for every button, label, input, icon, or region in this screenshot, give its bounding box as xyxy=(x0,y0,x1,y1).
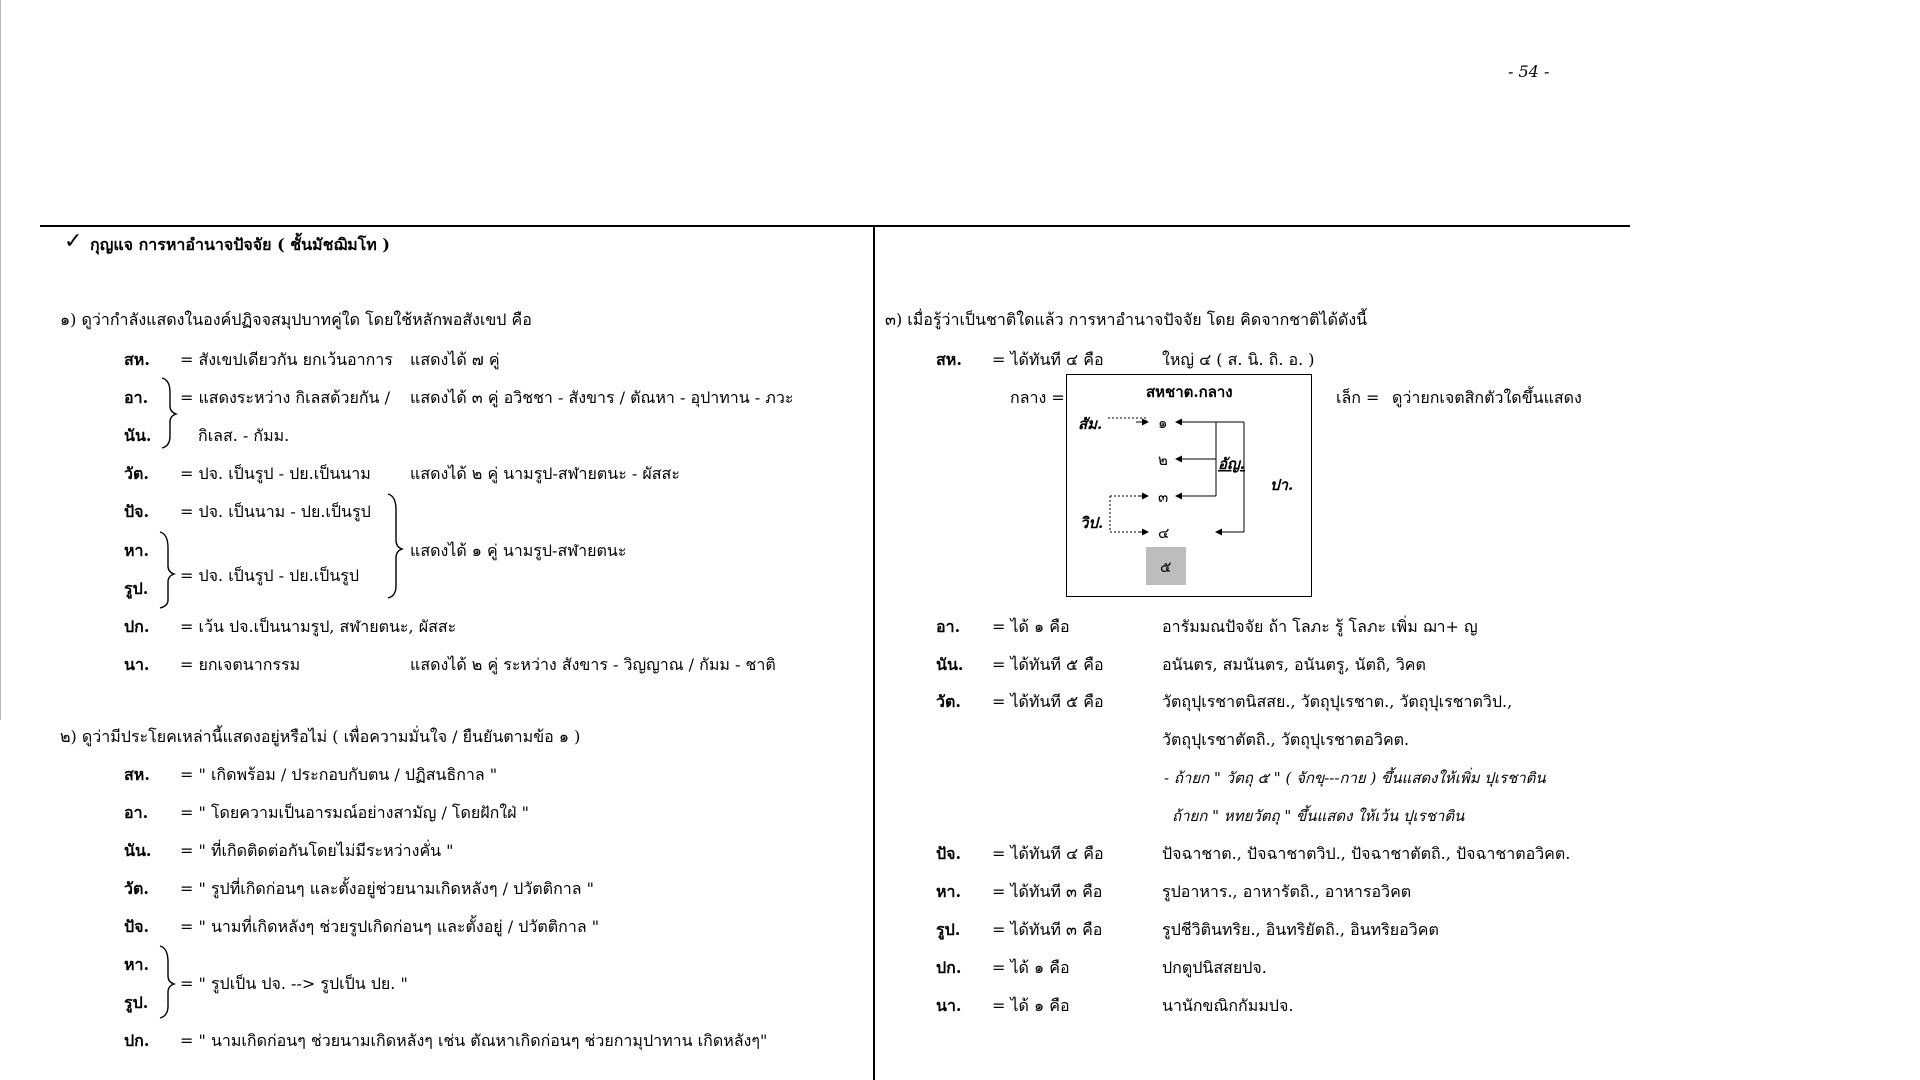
s2-desc-pak: = " นามเกิดก่อนๆ ช่วยนามเกิดหลังๆ เช่น ตัณหาเกิดก่อนๆ ช่วยกามุปาทาน เกิดหลังๆ" xyxy=(180,1031,768,1050)
r-eq-pak: = ได้ ๑ คือ xyxy=(992,958,1070,977)
check-mark-icon: ✓ xyxy=(64,229,83,254)
s2-label-pak: ปก. xyxy=(124,1031,150,1050)
s1-desc-pak: = เว้น ปจ.เป็นนามรูป, สฬายตนะ, ผัสสะ xyxy=(180,617,457,636)
s2-desc-pach: = " นามที่เกิดหลังๆ ช่วยรูปเกิดก่อนๆ และตั้งอยู่ / ปวัตติกาล " xyxy=(180,917,600,936)
s2-label-wat: วัต. xyxy=(124,879,149,898)
r-eq-nan: = ได้ทันที ๕ คือ xyxy=(992,655,1104,674)
s2-desc-wat: = " รูปที่เกิดก่อนๆ และตั้งอยู่ช่วยนามเกิดหลังๆ / ปวัตติกาล " xyxy=(180,879,594,898)
brace-a-nan xyxy=(162,378,176,448)
r-label-ha: หา. xyxy=(936,882,962,901)
s1-label-pach: ปัจ. xyxy=(124,502,150,521)
s1-label-ha: หา. xyxy=(124,541,150,560)
r-note-1: - ถ้ายก " วัตถุ ๕ " ( จักขุ---กาย ) ขึ้นแสดงให้เพิ่ม ปุเรชาติน xyxy=(1164,769,1546,787)
diagram-n2: ๒ xyxy=(1158,451,1168,469)
s1-desc-rup: = ปจ. เป็นรูป - ปย.เป็นรูป xyxy=(180,566,360,585)
s2-desc-a: = " โดยความเป็นอารมณ์อย่างสามัญ / โดยฝักใฝ่ " xyxy=(180,803,529,822)
s1-label-pak: ปก. xyxy=(124,617,150,636)
r-val-a: อารัมมณปัจจัย ถ้า โลภะ รู้ โลภะ เพิ่ม ฌา+ ญ xyxy=(1162,617,1478,636)
s1-label-nan: นัน. xyxy=(124,426,152,445)
s1-desc-na: = ยกเจตนากรรม xyxy=(180,655,301,674)
s2-label-sah: สห. xyxy=(124,765,150,784)
r-eq-rup: = ได้ทันที ๓ คือ xyxy=(992,920,1103,939)
r-val-wat-cont: วัตถุปุเรชาตัตถิ., วัตถุปุเรชาตอวิคต. xyxy=(1162,730,1410,749)
diagram-an: อัญ. xyxy=(1218,455,1246,473)
diagram-n5: ๕ xyxy=(1160,558,1172,576)
r-val-nan: อนันตร, สมนันตร, อนันตรู, นัตถิ, วิคต xyxy=(1162,655,1426,674)
brace-s2-ha-rup xyxy=(160,946,174,1018)
r-val-pach: ปัจฉาชาต., ปัจฉาชาตวิป., ปัจฉาชาตัตถิ., ปัจฉาชาตอวิคต. xyxy=(1162,844,1571,863)
section-1-heading: ๑) ดูว่ากำลังแสดงในองค์ปฏิจจสมุปบาทคู่ใด โดยใช้หลักพอสังเขป คือ xyxy=(60,310,532,329)
r-val-ha: รูปอาหาร., อาหารัตถิ., อาหารอวิคต xyxy=(1162,882,1412,901)
s1-desc-a: = แสดงระหว่าง กิเลสด้วยกัน / xyxy=(180,388,390,407)
s1-result-a: แสดงได้ ๓ คู่ อวิชชา - สังขาร / ตัณหา - อุปาทาน - ภวะ xyxy=(410,388,794,407)
s1-label-a: อา. xyxy=(124,388,149,407)
r-label-sah: สห. xyxy=(936,350,962,369)
r-label-pach: ปัจ. xyxy=(936,844,962,863)
r-eq-ha: = ได้ทันที ๓ คือ xyxy=(992,882,1103,901)
diagram-n4: ๔ xyxy=(1158,524,1170,542)
brace-ha-rup-left xyxy=(160,532,174,608)
r-eq-na: = ได้ ๑ คือ xyxy=(992,996,1070,1015)
s2-label-ha: หา. xyxy=(124,955,150,974)
s1-desc-nan: กิเลส. - กัมม. xyxy=(198,426,290,445)
diagram-pa: ปา. xyxy=(1270,476,1294,494)
s2-desc-sah: = " เกิดพร้อม / ประกอบกับตน / ปฏิสนธิกาล " xyxy=(180,765,498,784)
diagram-sam: สัม. xyxy=(1078,415,1103,433)
r-eq-a: = ได้ ๑ คือ xyxy=(992,617,1070,636)
lek-value: ดูว่ายกเจตสิกตัวใดขึ้นแสดง xyxy=(1392,388,1582,407)
s2-label-nan: นัน. xyxy=(124,841,152,860)
r-val-pak: ปกตูปนิสสยปจ. xyxy=(1162,958,1267,977)
brace-pach-group-right xyxy=(388,494,402,598)
section-3-heading: ๓) เมื่อรู้ว่าเป็นชาติใดแล้ว การหาอำนาจปัจจัย โดย คิดจากชาติได้ดังนี้ xyxy=(885,310,1368,329)
s1-label-wat: วัต. xyxy=(124,464,149,483)
lek-label: เล็ก = xyxy=(1336,388,1380,407)
r-label-a: อา. xyxy=(936,617,961,636)
r-val-sah: ใหญ่ ๔ ( ส. นิ. ถิ. อ. ) xyxy=(1162,350,1315,369)
s1-result-na: แสดงได้ ๒ คู่ ระหว่าง สังขาร - วิญญาณ / กัมม - ชาติ xyxy=(410,655,776,674)
diagram-wip: วิป. xyxy=(1080,514,1104,532)
r-val-rup: รูปชีวิตินทริย., อินทริยัตถิ., อินทริยอวิคต xyxy=(1162,920,1439,939)
diagram-title: สหชาต.กลาง xyxy=(1146,383,1233,401)
page-number: - 54 - xyxy=(1508,62,1550,81)
r-val-wat: วัตถุปุเรชาตนิสสย., วัตถุปุเรชาต., วัตถุปุเรชาตวิป., xyxy=(1162,692,1513,711)
r-eq-sah: = ได้ทันที ๔ คือ xyxy=(992,350,1104,369)
sahajata-diagram xyxy=(1066,374,1316,602)
r-label-wat: วัต. xyxy=(936,692,961,711)
r-val-na: นานักขณิกกัมมปจ. xyxy=(1162,996,1294,1015)
r-eq-wat: = ได้ทันที ๕ คือ xyxy=(992,692,1104,711)
section-2-heading: ๒) ดูว่ามีประโยคเหล่านี้แสดงอยู่หรือไม่ ( เพื่อความมั่นใจ / ยืนยันตามข้อ ๑ ) xyxy=(60,727,581,746)
r-note-2: ถ้ายก " หทยวัตถุ " ขึ้นแสดง ให้เว้น ปุเรชาติน xyxy=(1172,807,1465,825)
diagram-n1: ๑ xyxy=(1158,414,1168,432)
s1-desc-sah: = สังเขปเดียวกัน ยกเว้นอาการ xyxy=(180,350,393,369)
s2-label-pach: ปัจ. xyxy=(124,917,150,936)
r-label-pak: ปก. xyxy=(936,958,962,977)
s2-desc-ha-rup: = " รูปเป็น ปจ. --> รูปเป็น ปย. " xyxy=(180,974,408,993)
klang-label: กลาง = xyxy=(1010,388,1065,407)
r-label-na: นา. xyxy=(936,996,962,1015)
r-label-rup: รูป. xyxy=(936,920,961,939)
s1-label-rup: รูป. xyxy=(124,579,149,598)
s2-desc-nan: = " ที่เกิดติดต่อกันโดยไม่มีระหว่างคั่น " xyxy=(180,841,454,860)
diagram-n3: ๓ xyxy=(1158,488,1169,506)
s2-label-rup: รูป. xyxy=(124,993,149,1012)
s1-result-pach-group: แสดงได้ ๑ คู่ นามรูป-สฬายตนะ xyxy=(410,541,627,560)
s1-label-na: นา. xyxy=(124,655,150,674)
s1-desc-wat: = ปจ. เป็นรูป - ปย.เป็นนาม xyxy=(180,464,371,483)
s1-desc-pach: = ปจ. เป็นนาม - ปย.เป็นรูป xyxy=(180,502,371,521)
r-eq-pach: = ได้ทันที ๔ คือ xyxy=(992,844,1104,863)
s1-result-wat: แสดงได้ ๒ คู่ นามรูป-สฬายตนะ - ผัสสะ xyxy=(410,464,680,483)
r-label-nan: นัน. xyxy=(936,655,964,674)
s1-label-sah: สห. xyxy=(124,350,150,369)
page-title: กุญแจ การหาอำนาจปัจจัย ( ชั้นมัชฌิมโท ) xyxy=(90,235,390,254)
s1-result-sah: แสดงได้ ๗ คู่ xyxy=(410,350,500,369)
s2-label-a: อา. xyxy=(124,803,149,822)
